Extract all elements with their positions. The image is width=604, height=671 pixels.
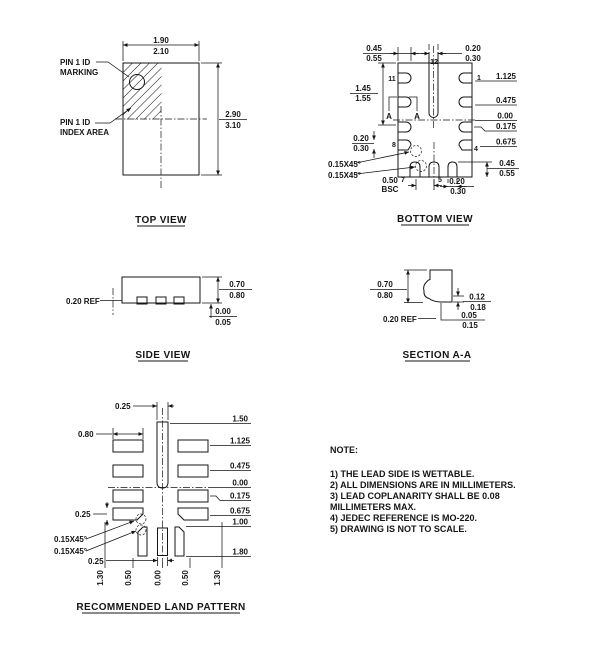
ordinate-label: 1.80 <box>232 547 248 557</box>
pin1-index-label-line1: PIN 1 ID <box>60 118 91 127</box>
dim-stand-max: 0.05 <box>215 318 231 327</box>
pin12-label: 12 <box>430 59 438 66</box>
chamfer-note-2: 0.15X45° <box>54 547 88 556</box>
dim-f-max: 0.15 <box>462 321 478 330</box>
chamfer-note-1: 0.15X45° <box>54 535 88 544</box>
dim-lead-w-max: 0.30 <box>353 144 369 153</box>
dim-pin12-w-min: 0.20 <box>465 44 481 53</box>
land-pattern-title: RECOMMENDED LAND PATTERN <box>76 602 246 613</box>
note-line: 1) THE LEAD SIDE IS WETTABLE. <box>330 469 475 479</box>
dim-bottom-pad-length-right <box>458 159 519 178</box>
top-view-title: TOP VIEW <box>135 215 187 226</box>
dim-h-min: 0.70 <box>229 280 245 289</box>
dim-pad-w-label: 0.25 <box>75 510 91 519</box>
dim-h-min: 0.70 <box>377 280 393 289</box>
side-pads-left <box>398 73 411 150</box>
ordinate-label: 1.125 <box>229 436 250 446</box>
dim-pad-len-label: 0.80 <box>78 430 94 439</box>
pad-pin4-chamfered <box>459 140 472 150</box>
chamfer-note-2: 0.15X45° <box>328 171 362 180</box>
dim-bottom-pad-width <box>440 177 474 196</box>
dim-pitch-value: 0.50 <box>382 176 398 185</box>
dim-stand-min: 0.00 <box>215 307 231 316</box>
bottom-view-title: BOTTOM VIEW <box>397 214 473 225</box>
dim-center-pad-w-label: 0.25 <box>115 402 131 411</box>
ordinate-label: 0.00 <box>497 111 513 121</box>
dim-standoff <box>209 304 237 327</box>
lead-cross-section <box>424 270 452 302</box>
ordinate-label: 0.675 <box>495 137 516 147</box>
note-line: 2) ALL DIMENSIONS ARE IN MILLIMETERS. <box>330 480 516 490</box>
chamfer-callouts <box>328 152 415 180</box>
dim-bottom-pad-w-label: 0.25 <box>88 557 104 566</box>
side-view <box>66 277 252 361</box>
chamfer-note-1: 0.15X45° <box>328 160 362 169</box>
pin5-label: 5 <box>438 177 442 184</box>
dim-ref-left <box>66 288 122 315</box>
pin1-index-callout <box>60 108 131 137</box>
bottom-view <box>328 44 519 225</box>
bottom-pads <box>138 527 184 556</box>
right-pads <box>178 440 208 520</box>
notes-block <box>330 445 516 534</box>
ordinate-label: 0.175 <box>229 491 250 501</box>
dim-edge-min: 1.45 <box>355 84 371 93</box>
dim-pad-length <box>78 428 143 439</box>
note-line: 3) LEAD COPLANARITY SHALL BE 0.08 <box>330 491 500 501</box>
dim-bottom-len-max: 0.55 <box>499 169 515 178</box>
dim-f-min: 0.05 <box>461 311 477 320</box>
ordinate-label: 1.00 <box>232 517 248 527</box>
right-ordinate-dimensions <box>170 415 251 557</box>
pin1-index-hatch-area <box>124 64 162 120</box>
section-marker-a-right: A <box>414 112 420 121</box>
pin1-marking-callout <box>60 58 129 77</box>
ordinate-label: 0.00 <box>232 478 248 488</box>
ordinate-label: 0.675 <box>229 506 250 516</box>
pin1-marking-label-line1: PIN 1 ID <box>60 58 91 67</box>
dim-lead-width-left <box>352 131 374 158</box>
pad-pin5 <box>448 162 457 177</box>
dim-lead-len-max: 0.55 <box>366 54 382 63</box>
pin1-label: 1 <box>477 75 481 82</box>
section-aa-title: SECTION A-A <box>402 350 472 361</box>
dim-pin12-w-max: 0.30 <box>465 54 481 63</box>
pin8-label: 8 <box>392 142 396 149</box>
pad-pin7 <box>410 162 420 177</box>
note-line: 4) JEDEC REFERENCE IS MO-220. <box>330 513 478 523</box>
side-view-title: SIDE VIEW <box>135 350 191 361</box>
left-pads <box>113 440 143 520</box>
pin4-label: 4 <box>474 146 478 153</box>
side-pads-right <box>459 73 472 150</box>
dim-lead-length-top-left <box>363 44 429 63</box>
dim-pitch-unit: BSC <box>381 185 399 194</box>
ordinate-label: 0.50 <box>181 570 190 586</box>
dim-height-min: 2.90 <box>225 110 241 119</box>
section-cut-markers <box>386 97 420 121</box>
chamfered-pad <box>178 508 208 520</box>
dim-width-max: 2.10 <box>153 47 169 56</box>
dim-h-max: 0.80 <box>377 291 393 300</box>
ordinate-label: 1.30 <box>96 570 105 586</box>
dim-width-min: 1.90 <box>153 36 169 45</box>
dim-ref-label: 0.20 REF <box>66 297 100 306</box>
section-aa-view <box>370 270 491 361</box>
dim-pad-width <box>75 502 107 526</box>
top-width-dimension <box>123 36 199 61</box>
pin1-index-label-line2: INDEX AREA <box>60 128 110 137</box>
chamfer-detail-circle-2 <box>136 525 146 535</box>
right-ordinate-dimensions <box>474 72 517 147</box>
chamfer-callouts <box>54 521 136 556</box>
bottom-ordinate-dimensions <box>96 522 222 586</box>
dim-lead-w-min: 0.20 <box>353 134 369 143</box>
ordinate-label: 0.50 <box>124 570 133 586</box>
ordinate-label: 0.475 <box>495 96 516 105</box>
chamfer-detail-circle-1 <box>411 146 422 157</box>
land-pattern-view <box>54 402 251 613</box>
note-line: 5) DRAWING IS NOT TO SCALE. <box>330 524 467 534</box>
dim-pitch-bottom <box>382 176 442 194</box>
chamfered-pad <box>113 508 143 520</box>
note-line: MILLIMETERS MAX. <box>330 502 416 512</box>
dim-height-left <box>370 270 427 303</box>
chamfer-detail-circle-2 <box>416 161 427 172</box>
chamfered-pad <box>175 527 184 556</box>
dim-t-min: 0.12 <box>469 292 485 302</box>
dim-lead-len-min: 0.45 <box>366 44 382 53</box>
ordinate-label: 1.30 <box>213 570 222 586</box>
ordinate-label: 0.475 <box>229 461 250 471</box>
pin11-label: 11 <box>388 76 396 83</box>
dim-bottom-w-max: 0.30 <box>450 187 466 196</box>
dim-edge-max: 1.55 <box>355 94 371 103</box>
dim-height-max: 3.10 <box>225 121 241 130</box>
top-height-dimension <box>201 63 247 175</box>
dim-bottom-len-min: 0.45 <box>499 159 515 168</box>
pin7-label: 7 <box>401 177 405 184</box>
ordinate-label: 0.00 <box>153 570 163 586</box>
ordinate-label: 1.125 <box>495 72 516 81</box>
ordinate-label: 1.50 <box>232 414 248 424</box>
dim-lead-thickness <box>453 288 491 312</box>
dim-t-max: 0.18 <box>470 303 486 312</box>
pad-pin8-chamfered <box>398 140 411 150</box>
ordinate-label: 0.175 <box>495 122 516 131</box>
section-marker-a-left: A <box>386 112 392 121</box>
package-body-outline <box>122 277 200 303</box>
dim-center-pad-width <box>115 402 174 420</box>
top-view <box>60 36 247 226</box>
dim-h-max: 0.80 <box>229 291 245 300</box>
note-heading: NOTE: <box>330 445 358 455</box>
dim-ref <box>383 315 436 324</box>
dim-bottom-w-min: 0.20 <box>449 177 465 186</box>
dim-bottom-pad-width <box>88 557 174 566</box>
dim-height-right <box>202 277 252 303</box>
pin1-marking-label-line2: MARKING <box>60 68 99 77</box>
dim-ref-label: 0.20 REF <box>383 315 417 324</box>
